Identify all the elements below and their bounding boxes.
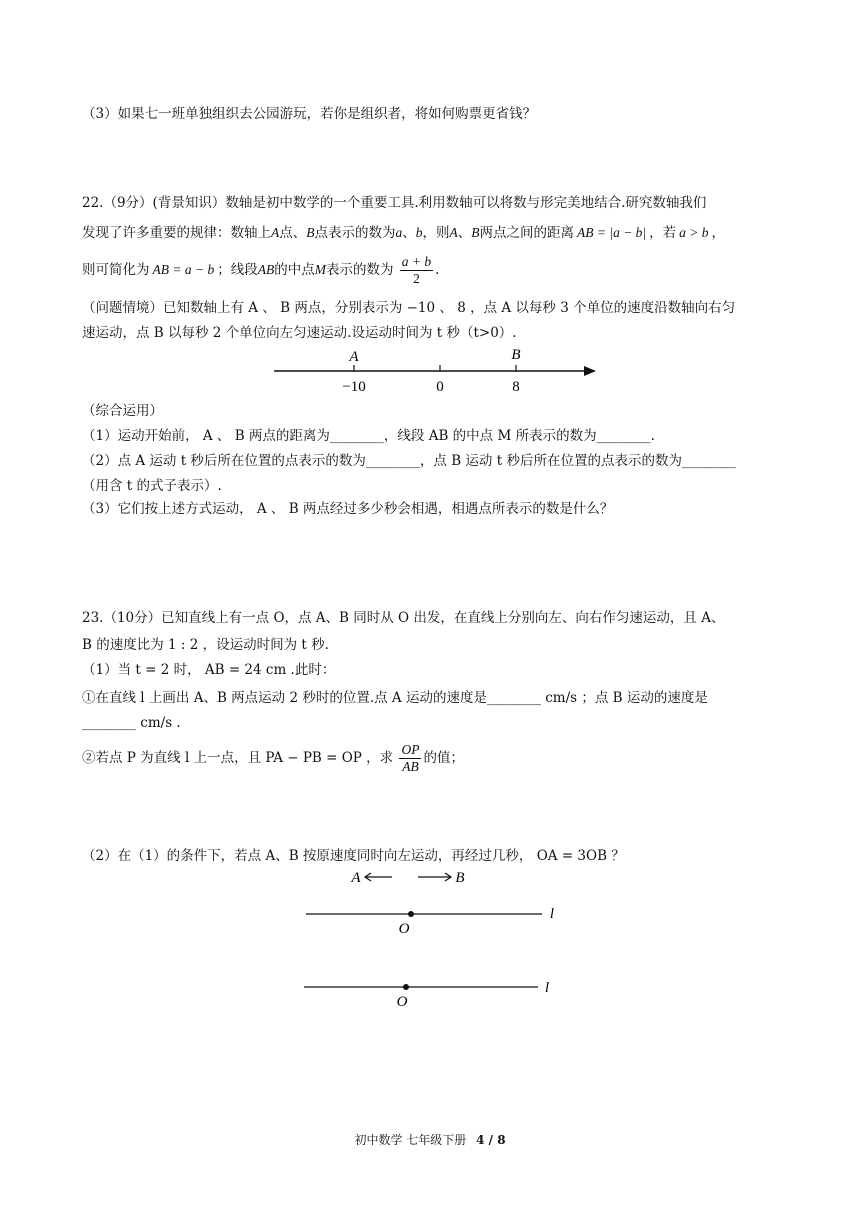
q23-part1-sub1: ①在直线 l 上画出 A、B 两点运动 2 秒时的位置.点 A 运动的速度是________ cm/s ；点 B 运动的速度是 xyxy=(82,690,708,706)
text: 发现了许多重要的规律：数轴上 xyxy=(82,225,271,241)
point-A-label: A xyxy=(349,349,359,365)
q23-part1-sub1-cont: ________ cm/s . xyxy=(82,715,181,731)
var: B xyxy=(471,225,480,240)
tick-label-8: 8 xyxy=(512,379,520,395)
condition-formula: a > b xyxy=(679,225,709,240)
distance-formula: AB = |a − b| xyxy=(577,225,647,240)
text: ②若点 P 为直线 l 上一点，且 PA − PB = OP ，求 xyxy=(82,750,394,766)
text: 表示的数为 xyxy=(325,262,394,278)
var: A xyxy=(271,225,280,240)
fraction-numerator: OP xyxy=(401,742,420,757)
point-O-lower xyxy=(403,984,409,990)
q23-part1: （1）当 t = 2 时， AB = 24 cm .此时： xyxy=(82,662,336,678)
text: . xyxy=(435,262,440,278)
q22-intro-line2 xyxy=(82,223,725,243)
number-line-figure xyxy=(270,344,610,396)
text: ，若 xyxy=(649,225,677,241)
var: AB xyxy=(257,262,275,277)
var: M xyxy=(314,262,326,277)
axis-arrow-icon xyxy=(584,366,596,376)
fig-label-O-lower: O xyxy=(396,994,408,1010)
q23-line1: 23.（10分）已知直线上有一点 O，点 A、B 同时从 O 出发，在直线上分别向左、向右作匀速运动，且 A、 xyxy=(82,610,725,626)
simplified-formula: AB = a − b xyxy=(152,262,215,277)
q22-apply-title: （综合运用） xyxy=(82,403,163,419)
fig-label-A: A xyxy=(351,870,361,886)
text: 点表示的数为 xyxy=(314,225,396,241)
text: 两点之间的距离 xyxy=(479,225,574,241)
fraction-denominator: 2 xyxy=(413,271,420,286)
q21-part3: （3）如果七一班单独组织去公园游玩，若你是组织者，将如何购票更省钱？ xyxy=(82,106,537,122)
q22-situation-line1: （问题情境）已知数轴上有 A 、 B 两点，分别表示为 −10 、 8 ，点 A 以每秒 3 个单位的速度沿数轴向右匀 xyxy=(82,300,736,316)
q23-part2: （2）在（1）的条件下，若点 A、B 按原速度同时向左运动，再经过几秒， OA = 3OB ？ xyxy=(82,848,625,864)
q22-intro-line3 xyxy=(82,250,439,290)
fig-label-B: B xyxy=(455,870,465,886)
var: B xyxy=(306,225,315,240)
fig-label-O-upper: O xyxy=(398,921,410,937)
text: 的中点 xyxy=(274,262,315,278)
q22-part2-line2: （用含 t 的式子表示）. xyxy=(82,478,222,494)
footer-subject: 初中数学 七年级下册 xyxy=(354,1133,467,1147)
text: ，则 xyxy=(422,225,450,241)
point-O-upper xyxy=(408,911,414,917)
var: b xyxy=(415,225,423,240)
tick-label-0: 0 xyxy=(436,379,444,395)
text: ， xyxy=(711,225,726,241)
text: 的值； xyxy=(423,750,464,766)
point-B-label: B xyxy=(511,347,521,363)
q22-part2-line1: （2）点 A 运动 t 秒后所在位置的点表示的数为________，点 B 运动 t 秒后所在位置的点表示的数为________ xyxy=(82,453,736,469)
text: ；线段 xyxy=(217,262,258,278)
fraction-numerator: a + b xyxy=(401,254,432,269)
q23-figure xyxy=(300,862,570,1012)
fig-label-l-upper: l xyxy=(549,906,555,922)
fig-label-l-lower: l xyxy=(544,980,550,996)
q23-line2: B 的速度比为 1 : 2 ，设运动时间为 t 秒. xyxy=(82,637,329,653)
tick-label-minus10: −10 xyxy=(342,379,366,395)
var: a xyxy=(395,225,403,240)
text: 、 xyxy=(402,225,416,241)
q22-situation-line2: 速运动，点 B 以每秒 2 个单位向左匀速运动.设运动时间为 t 秒（t>0）. xyxy=(82,325,517,341)
var: A xyxy=(449,225,458,240)
text: 点、 xyxy=(279,225,307,241)
q22-intro-line1: 22.（9分）(背景知识）数轴是初中数学的一个重要工具.利用数轴可以将数与形完美地结合.研究数轴我们 xyxy=(82,195,707,211)
text: 则可简化为 xyxy=(82,262,150,278)
q22-part1: （1）运动开始前， A 、 B 两点的距离为________，线段 AB 的中点 M 所表示的数为________. xyxy=(82,428,655,444)
fraction-denominator: AB xyxy=(402,759,419,774)
page-footer xyxy=(0,1131,860,1148)
midpoint-fraction xyxy=(400,254,433,287)
ratio-fraction xyxy=(399,742,421,775)
footer-page-number: 4 / 8 xyxy=(476,1133,506,1147)
text: 、 xyxy=(457,225,472,241)
q23-part1-sub2 xyxy=(82,738,464,778)
q22-part3: （3）它们按上述方式运动， A 、 B 两点经过多少秒会相遇，相遇点所表示的数是什么？ xyxy=(82,501,614,517)
